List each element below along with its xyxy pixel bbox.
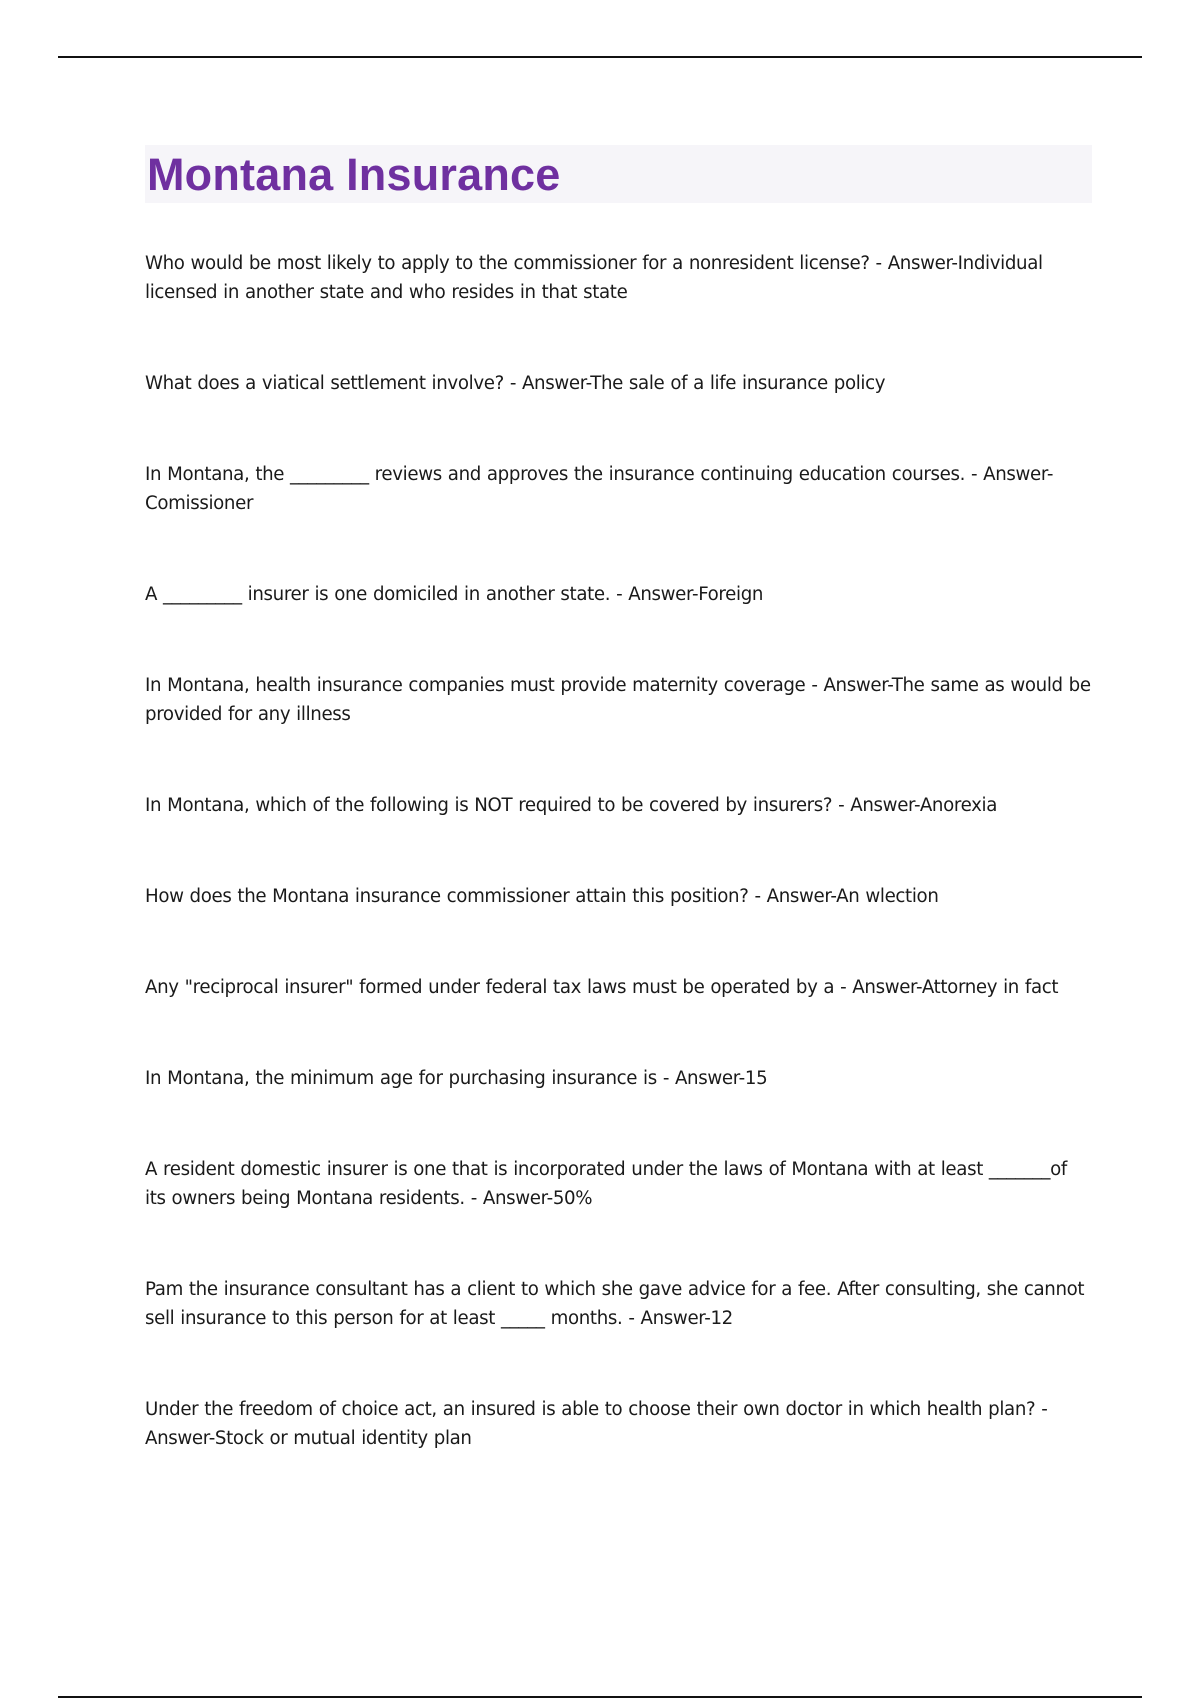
document-page [145,145,1092,1515]
qa-item: Who would be most likely to apply to the commissioner for a nonresident license? - Answer-Individual licensed in another state and who resides in that state [145,253,1043,303]
qa-item: In Montana, the minimum age for purchasing insurance is - Answer-15 [145,1068,768,1089]
qa-item: In Montana, which of the following is NOT required to be covered by insurers? - Answer-Anorexia [145,795,998,816]
qa-item: How does the Montana insurance commissioner attain this position? - Answer-An wlection [145,886,939,907]
qa-item: In Montana, the _________ reviews and approves the insurance continuing education courses. - Answer-Comissioner [145,464,1054,514]
qa-item: A _________ insurer is one domiciled in another state. - Answer-Foreign [145,584,764,605]
qa-item: Under the freedom of choice act, an insured is able to choose their own doctor in which health plan? - Answer-Stock or mutual identity plan [145,1399,1048,1449]
document-title: Montana Insurance [147,148,561,200]
qa-item: Pam the insurance consultant has a client to which she gave advice for a fee. After consulting, she cannot sell insurance to this person for at least _____ months. - Answer-12 [145,1279,1085,1329]
qa-item: A resident domestic insurer is one that is incorporated under the laws of Montana with at least _______of its owners being Montana residents. - Answer-50% [145,1159,1067,1209]
title-band [145,145,1092,203]
qa-item: In Montana, health insurance companies must provide maternity coverage - Answer-The same as would be provided for any illness [145,675,1091,725]
bottom-rule [58,1696,1142,1698]
top-rule [58,56,1142,58]
qa-item: Any "reciprocal insurer" formed under federal tax laws must be operated by a - Answer-Attorney in fact [145,977,1059,998]
qa-list [145,249,1092,1453]
qa-item: What does a viatical settlement involve? - Answer-The sale of a life insurance policy [145,373,886,394]
